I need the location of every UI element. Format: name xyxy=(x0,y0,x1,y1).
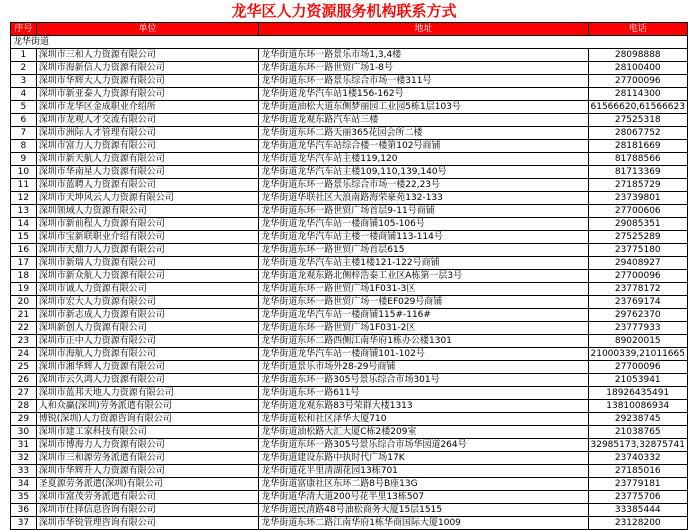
address: 龙华街道东环一路305号景乐综合市场301号 xyxy=(259,374,588,387)
header-phone: 电话 xyxy=(588,23,688,36)
company-name: 深圳市海新信人力资源有限公司 xyxy=(36,62,259,75)
phone: 27700606 xyxy=(588,205,688,218)
table-row xyxy=(11,296,688,309)
address: 龙华街道龙华汽车站综合楼一楼第102号商铺 xyxy=(259,140,588,153)
row-index: 31 xyxy=(11,439,37,452)
row-index: 34 xyxy=(11,478,37,491)
row-index: 1 xyxy=(11,49,37,62)
table-row xyxy=(11,439,688,452)
row-index: 16 xyxy=(11,244,37,257)
row-index: 33 xyxy=(11,465,37,478)
row-index: 8 xyxy=(11,140,37,153)
table-row xyxy=(11,205,688,218)
phone: 23778172 xyxy=(588,283,688,296)
row-index: 5 xyxy=(11,101,37,114)
address: 龙华街道东环一路世贸广场1F031-3区 xyxy=(259,283,588,296)
company-name: 深圳市龙华区金成职业介绍所 xyxy=(36,101,259,114)
row-index: 15 xyxy=(11,231,37,244)
table-row xyxy=(11,127,688,140)
table-row xyxy=(11,153,688,166)
table-row xyxy=(11,231,688,244)
company-name: 深圳市建工家科技有限公司 xyxy=(36,426,259,439)
company-name: 深圳市华辉大人力资源有限公司 xyxy=(36,75,259,88)
company-name: 深圳市宏大人力资源有限公司 xyxy=(36,296,259,309)
row-index: 14 xyxy=(11,218,37,231)
table-row xyxy=(11,49,688,62)
row-index: 36 xyxy=(11,504,37,517)
company-name: 深圳市新前程人力资源有限公司 xyxy=(36,218,259,231)
row-index: 18 xyxy=(11,270,37,283)
address: 龙华街道龙华汽车站一楼商铺101-102号 xyxy=(259,348,588,361)
phone: 27185729 xyxy=(588,179,688,192)
phone: 28114300 xyxy=(588,88,688,101)
company-name: 深圳市华辉升人力资源有限公司 xyxy=(36,465,259,478)
row-index: 24 xyxy=(11,348,37,361)
table-row xyxy=(11,140,688,153)
company-name: 深圳市湘华辉人力资源有限公司 xyxy=(36,361,259,374)
row-index: 37 xyxy=(11,517,37,530)
table-row xyxy=(11,62,688,75)
address: 龙华街道龙观东路汽车站三楼 xyxy=(259,114,588,127)
phone: 28181669 xyxy=(588,140,688,153)
address: 龙华街道东环一路305号景乐综合市场华园道264号 xyxy=(259,439,588,452)
company-name: 深圳市三和源劳务派遣有限公司 xyxy=(36,452,259,465)
table-row xyxy=(11,270,688,283)
phone: 23739801 xyxy=(588,192,688,205)
row-index: 21 xyxy=(11,309,37,322)
table-row xyxy=(11,335,688,348)
section-row xyxy=(11,36,688,49)
row-index: 2 xyxy=(11,62,37,75)
phone: 28098888 xyxy=(588,49,688,62)
row-index: 19 xyxy=(11,283,37,296)
company-name: 深圳市新亚泰人力资源有限公司 xyxy=(36,88,259,101)
phone: 23128200 xyxy=(588,517,688,530)
address: 龙华街道东环一路611号 xyxy=(259,387,588,400)
company-name: 深圳市云久鸿人力资源有限公司 xyxy=(36,374,259,387)
address: 龙华街道龙华汽车站主楼119,120 xyxy=(259,153,588,166)
address: 龙华街道东环一路世贸广场首层9-11号商铺 xyxy=(259,205,588,218)
company-name: 深圳市正中人力资源有限公司 xyxy=(36,335,259,348)
company-name: 深圳市蓝邦天地人力资源有限公司 xyxy=(36,387,259,400)
table-row xyxy=(11,244,688,257)
row-index: 12 xyxy=(11,192,37,205)
company-name: 深圳市三和人力资源有限公司 xyxy=(36,49,259,62)
company-name: 深圳市诚人力资源有限公司 xyxy=(36,283,259,296)
row-index: 22 xyxy=(11,322,37,335)
company-name: 深圳市博海力人力资源有限公司 xyxy=(36,439,259,452)
table-row xyxy=(11,465,688,478)
company-name: 深圳市天鼎力人力资源有限公司 xyxy=(36,244,259,257)
row-index: 3 xyxy=(11,75,37,88)
table-row xyxy=(11,192,688,205)
phone: 29085351 xyxy=(588,218,688,231)
address: 龙华街道东环一路世贸广场1-8号 xyxy=(259,62,588,75)
phone: 21053941 xyxy=(588,374,688,387)
table-row xyxy=(11,491,688,504)
company-name: 深圳市洲际人才管理有限公司 xyxy=(36,127,259,140)
address: 龙华街道龙华汽车站一楼商铺115#-116# xyxy=(259,309,588,322)
address: 龙华街道东环一路景乐综合市场一楼311号 xyxy=(259,75,588,88)
phone: 23775180 xyxy=(588,244,688,257)
row-index: 6 xyxy=(11,114,37,127)
table-row xyxy=(11,452,688,465)
phone: 13810086934 xyxy=(588,400,688,413)
row-index: 10 xyxy=(11,166,37,179)
phone: 28067752 xyxy=(588,127,688,140)
address: 龙华街道东环二路天丽365花园会所二楼 xyxy=(259,127,588,140)
table-row xyxy=(11,374,688,387)
row-index: 17 xyxy=(11,257,37,270)
company-name: 人和众赢(深圳)劳务派遣有限公司 xyxy=(36,400,259,413)
row-index: 23 xyxy=(11,335,37,348)
address: 龙华街道龙华汽车站主楼一楼商铺113-114号 xyxy=(259,231,588,244)
phone: 81788566 xyxy=(588,153,688,166)
row-index: 26 xyxy=(11,374,37,387)
table-row xyxy=(11,283,688,296)
address: 龙华街道东环一路景乐市场1,3,4楼 xyxy=(259,49,588,62)
company-name: 深圳市华南星人力资源有限公司 xyxy=(36,166,259,179)
company-name: 深圳市天坤风云人力资源有限公司 xyxy=(36,192,259,205)
company-name: 深圳市富力人力资源有限公司 xyxy=(36,140,259,153)
table-row xyxy=(11,88,688,101)
table-row xyxy=(11,322,688,335)
phone: 18926435491 xyxy=(588,387,688,400)
phone: 27525318 xyxy=(588,114,688,127)
row-index: 4 xyxy=(11,88,37,101)
phone: 27185016 xyxy=(588,465,688,478)
company-name: 深圳市蓝聘人力资源有限公司 xyxy=(36,179,259,192)
table-row xyxy=(11,114,688,127)
company-name: 深圳新创人力资源有限公司 xyxy=(36,322,259,335)
row-index: 20 xyxy=(11,296,37,309)
address: 龙华街道东环一路世贸广场1F031-2区 xyxy=(259,322,588,335)
phone: 29762370 xyxy=(588,309,688,322)
company-name: 深圳市华锐管理咨询有限公司 xyxy=(36,517,259,530)
phone: 61566620,61566623 xyxy=(588,101,688,114)
row-index: 9 xyxy=(11,153,37,166)
row-index: 13 xyxy=(11,205,37,218)
row-index: 11 xyxy=(11,179,37,192)
address: 龙华街道龙华汽车站1楼156-162号 xyxy=(259,88,588,101)
address: 龙华街道富康社区东环二路8号B座13G xyxy=(259,478,588,491)
address: 龙华街道东环一路世贸广场一楼EF029号商铺 xyxy=(259,296,588,309)
phone: 81713369 xyxy=(588,166,688,179)
phone: 21038765 xyxy=(588,426,688,439)
table-row xyxy=(11,504,688,517)
phone: 28100400 xyxy=(588,62,688,75)
phone: 32985173,32875741 xyxy=(588,439,688,452)
address: 龙华街道龙华汽车站主楼1楼121-122号商铺 xyxy=(259,257,588,270)
table-body xyxy=(11,36,688,530)
table-row xyxy=(11,400,688,413)
address: 龙华街道花半里清湖花园13栋701 xyxy=(259,465,588,478)
phone: 27525289 xyxy=(588,231,688,244)
company-name: 深圳市新天航人力资源有限公司 xyxy=(36,153,259,166)
table-row xyxy=(11,309,688,322)
phone: 23740332 xyxy=(588,452,688,465)
phone: 21000339,21011665 xyxy=(588,348,688,361)
company-name: 深圳市龙观人才交流有限公司 xyxy=(36,114,259,127)
address: 龙华街道华清大道200号花半里13栋507 xyxy=(259,491,588,504)
table-row xyxy=(11,348,688,361)
table-row xyxy=(11,387,688,400)
agency-table xyxy=(10,22,688,530)
table-row xyxy=(11,361,688,374)
phone: 23769174 xyxy=(588,296,688,309)
company-name: 深圳市海航人力资源有限公司 xyxy=(36,348,259,361)
phone: 33385444 xyxy=(588,504,688,517)
phone: 27700096 xyxy=(588,361,688,374)
table-row xyxy=(11,101,688,114)
phone: 29408927 xyxy=(588,257,688,270)
address: 龙华街道油松路大汇大厦C栋2楼209室 xyxy=(259,426,588,439)
company-name: 深圳市宝新联职业介绍有限公司 xyxy=(36,231,259,244)
address: 龙华街道东环二路江南华府1栋华商国际大厦1009 xyxy=(259,517,588,530)
row-index: 25 xyxy=(11,361,37,374)
section-label: 龙华街道 xyxy=(11,36,688,49)
company-name: 博锐(深圳)人力资源咨询有限公司 xyxy=(36,413,259,426)
row-index: 29 xyxy=(11,413,37,426)
phone: 29238745 xyxy=(588,413,688,426)
row-index: 7 xyxy=(11,127,37,140)
company-name: 深圳市新志成人力资源有限公司 xyxy=(36,309,259,322)
company-name: 深圳市富茂劳务派遣有限公司 xyxy=(36,491,259,504)
table-row xyxy=(11,478,688,491)
phone: 23779181 xyxy=(588,478,688,491)
phone: 23777933 xyxy=(588,322,688,335)
table-row xyxy=(11,517,688,530)
header-company: 单位 xyxy=(36,23,259,36)
header-row xyxy=(11,23,688,36)
phone: 89020015 xyxy=(588,335,688,348)
table-row xyxy=(11,257,688,270)
company-name: 深圳市仕择信息咨询有限公司 xyxy=(36,504,259,517)
table-row xyxy=(11,413,688,426)
table-row xyxy=(11,179,688,192)
address: 龙华街道龙华汽车站一楼商铺105-106号 xyxy=(259,218,588,231)
address: 龙华街道油松大道东侧梦丽园工业园5栋1层103号 xyxy=(259,101,588,114)
table-row xyxy=(11,166,688,179)
address: 龙华街道龙观东路北侧梓浩泰工业区A栋第一层3号 xyxy=(259,270,588,283)
company-name: 深圳市新瑞人力资源有限公司 xyxy=(36,257,259,270)
phone: 27700096 xyxy=(588,270,688,283)
header-address: 地址 xyxy=(259,23,588,36)
table-row xyxy=(11,75,688,88)
table-row xyxy=(11,426,688,439)
address: 龙华街道松和社区泽华大厦710 xyxy=(259,413,588,426)
table-header xyxy=(11,23,688,36)
address: 龙华街道东环一路世贸广场首层615 xyxy=(259,244,588,257)
row-index: 32 xyxy=(11,452,37,465)
address: 龙华街道东环二路西侧江南华府1栋办公楼1301 xyxy=(259,335,588,348)
address: 龙华街道建设东路中执时代广场17K xyxy=(259,452,588,465)
company-name: 圣夏源劳务派遣(深圳)有限公司 xyxy=(36,478,259,491)
company-name: 深圳领域人力资源有限公司 xyxy=(36,205,259,218)
row-index: 35 xyxy=(11,491,37,504)
row-index: 28 xyxy=(11,400,37,413)
row-index: 27 xyxy=(11,387,37,400)
row-index: 30 xyxy=(11,426,37,439)
address: 龙华街道景乐市场外28-29号商铺 xyxy=(259,361,588,374)
page-title: 龙华区人力资源服务机构联系方式 xyxy=(231,2,457,20)
header-index: 序号 xyxy=(11,23,37,36)
table-row xyxy=(11,218,688,231)
company-name: 深圳市新众航人力资源有限公司 xyxy=(36,270,259,283)
address: 龙华街道华联社区大浪南路海荣豪苑132-133 xyxy=(259,192,588,205)
phone: 27700096 xyxy=(588,75,688,88)
address: 龙华街道龙华汽车站主楼109,110,139,140号 xyxy=(259,166,588,179)
phone: 23775706 xyxy=(588,491,688,504)
address: 龙华街道民清路48号油松商务大厦15层1515 xyxy=(259,504,588,517)
address: 龙华街道龙观东路83号荣群大楼1313 xyxy=(259,400,588,413)
address: 龙华街道东环一路景乐综合市场一楼22,23号 xyxy=(259,179,588,192)
